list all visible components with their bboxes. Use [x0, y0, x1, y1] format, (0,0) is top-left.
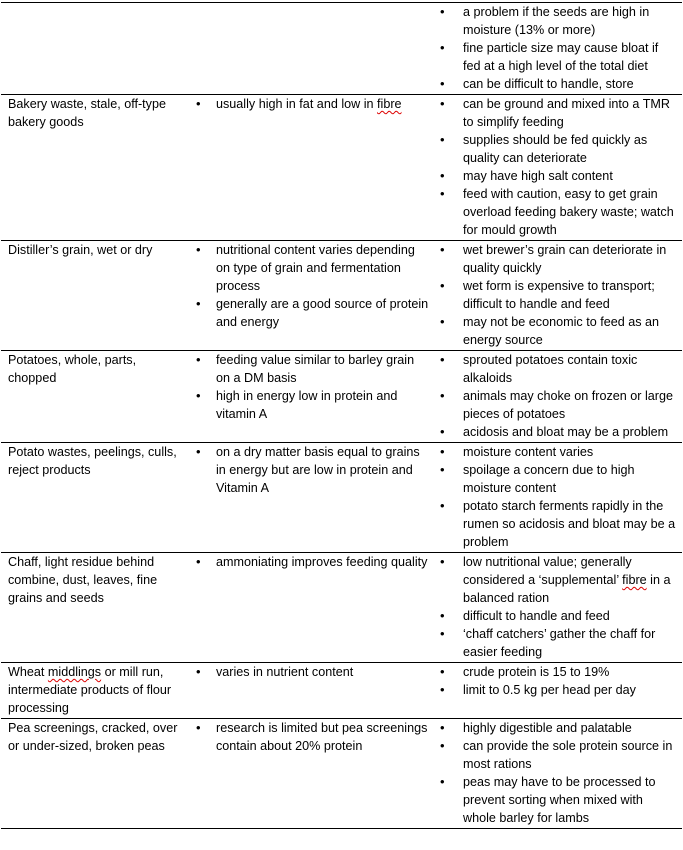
advantages-list — [196, 719, 429, 755]
advantages-cell — [189, 3, 433, 95]
feed-type-cell: Bakery waste, stale, off-type bakery goods — [1, 95, 189, 241]
list-item: • can be difficult to handle, store — [440, 75, 678, 93]
list-item: • potato starch ferments rapidly in the rumen so acidosis and bloat may be a problem — [440, 497, 678, 551]
list-item: • difficult to handle and feed — [440, 607, 678, 625]
list-item: • generally are a good source of protein and energy — [196, 295, 429, 331]
concerns-list — [440, 351, 678, 441]
table-row — [1, 3, 682, 95]
list-item: • limit to 0.5 kg per head per day — [440, 681, 678, 699]
concerns-cell — [433, 553, 682, 663]
list-item: • sprouted potatoes contain toxic alkaloids — [440, 351, 678, 387]
list-item: • highly digestible and palatable — [440, 719, 678, 737]
advantages-list — [196, 241, 429, 331]
list-item: • high in energy low in protein and vitamin A — [196, 387, 429, 423]
feed-type-cell: Distiller’s grain, wet or dry — [1, 241, 189, 351]
spellcheck-word: fibre — [377, 97, 402, 111]
table-row — [1, 95, 682, 241]
table-row — [1, 241, 682, 351]
list-item: • acidosis and bloat may be a problem — [440, 423, 678, 441]
list-item: • crude protein is 15 to 19% — [440, 663, 678, 681]
advantages-list — [196, 95, 429, 113]
spellcheck-word: middlings — [47, 665, 102, 679]
list-item: • ‘chaff catchers’ gather the chaff for easier feeding — [440, 625, 678, 661]
list-item: • animals may choke on frozen or large pieces of potatoes — [440, 387, 678, 423]
feed-type-cell: Potato wastes, peelings, culls, reject products — [1, 443, 189, 553]
concerns-cell — [433, 719, 682, 829]
list-item: • feed with caution, easy to get grain overload feeding bakery waste; watch for mould growth — [440, 185, 678, 239]
advantages-list — [196, 553, 429, 571]
list-item: • fine particle size may cause bloat if fed at a high level of the total diet — [440, 39, 678, 75]
table-row — [1, 719, 682, 829]
list-item: • research is limited but pea screenings contain about 20% protein — [196, 719, 429, 755]
advantages-cell — [189, 241, 433, 351]
feed-type-cell: Wheat middlings or mill run, intermediate products of flour processing — [1, 663, 189, 719]
concerns-cell — [433, 443, 682, 553]
list-item: • may not be economic to feed as an energy source — [440, 313, 678, 349]
concerns-list — [440, 719, 678, 827]
list-item: • moisture content varies — [440, 443, 678, 461]
concerns-list — [440, 443, 678, 551]
list-item: • wet brewer’s grain can deteriorate in quality quickly — [440, 241, 678, 277]
list-item: • a problem if the seeds are high in moisture (13% or more) — [440, 3, 678, 39]
list-item: • may have high salt content — [440, 167, 678, 185]
list-item: • wet form is expensive to transport; difficult to handle and feed — [440, 277, 678, 313]
spellcheck-word: fibre — [622, 573, 647, 587]
concerns-list — [440, 553, 678, 661]
list-item: • low nutritional value; generally considered a ‘supplemental’ fibre in a balanced ration — [440, 553, 678, 607]
feed-type-cell: Pea screenings, cracked, over or under-sized, broken peas — [1, 719, 189, 829]
concerns-list — [440, 3, 678, 93]
feed-table-body — [1, 3, 682, 829]
advantages-cell — [189, 553, 433, 663]
concerns-cell — [433, 241, 682, 351]
list-item: • peas may have to be processed to prevent sorting when mixed with whole barley for lambs — [440, 773, 678, 827]
feed-table — [1, 2, 682, 829]
concerns-cell — [433, 663, 682, 719]
list-item: • usually high in fat and low in fibre — [196, 95, 429, 113]
list-item: • nutritional content varies depending on type of grain and fermentation process — [196, 241, 429, 295]
advantages-list — [196, 663, 429, 681]
table-row — [1, 351, 682, 443]
feed-type-cell — [1, 3, 189, 95]
list-item: • on a dry matter basis equal to grains in energy but are low in protein and Vitamin A — [196, 443, 429, 497]
list-item: • can be ground and mixed into a TMR to simplify feeding — [440, 95, 678, 131]
list-item: • can provide the sole protein source in most rations — [440, 737, 678, 773]
advantages-cell — [189, 719, 433, 829]
table-row — [1, 443, 682, 553]
list-item: • varies in nutrient content — [196, 663, 429, 681]
advantages-list — [196, 351, 429, 423]
advantages-cell — [189, 95, 433, 241]
concerns-cell — [433, 3, 682, 95]
concerns-list — [440, 241, 678, 349]
feed-type-cell: Chaff, light residue behind combine, dust, leaves, fine grains and seeds — [1, 553, 189, 663]
advantages-cell — [189, 663, 433, 719]
table-row — [1, 553, 682, 663]
concerns-cell — [433, 351, 682, 443]
advantages-cell — [189, 351, 433, 443]
concerns-list — [440, 95, 678, 239]
feed-type-cell: Potatoes, whole, parts, chopped — [1, 351, 189, 443]
table-row — [1, 663, 682, 719]
concerns-list — [440, 663, 678, 699]
list-item: • spoilage a concern due to high moisture content — [440, 461, 678, 497]
list-item: • supplies should be fed quickly as quality can deteriorate — [440, 131, 678, 167]
concerns-cell — [433, 95, 682, 241]
list-item: • ammoniating improves feeding quality — [196, 553, 429, 571]
list-item: • feeding value similar to barley grain on a DM basis — [196, 351, 429, 387]
advantages-list — [196, 443, 429, 497]
advantages-cell — [189, 443, 433, 553]
